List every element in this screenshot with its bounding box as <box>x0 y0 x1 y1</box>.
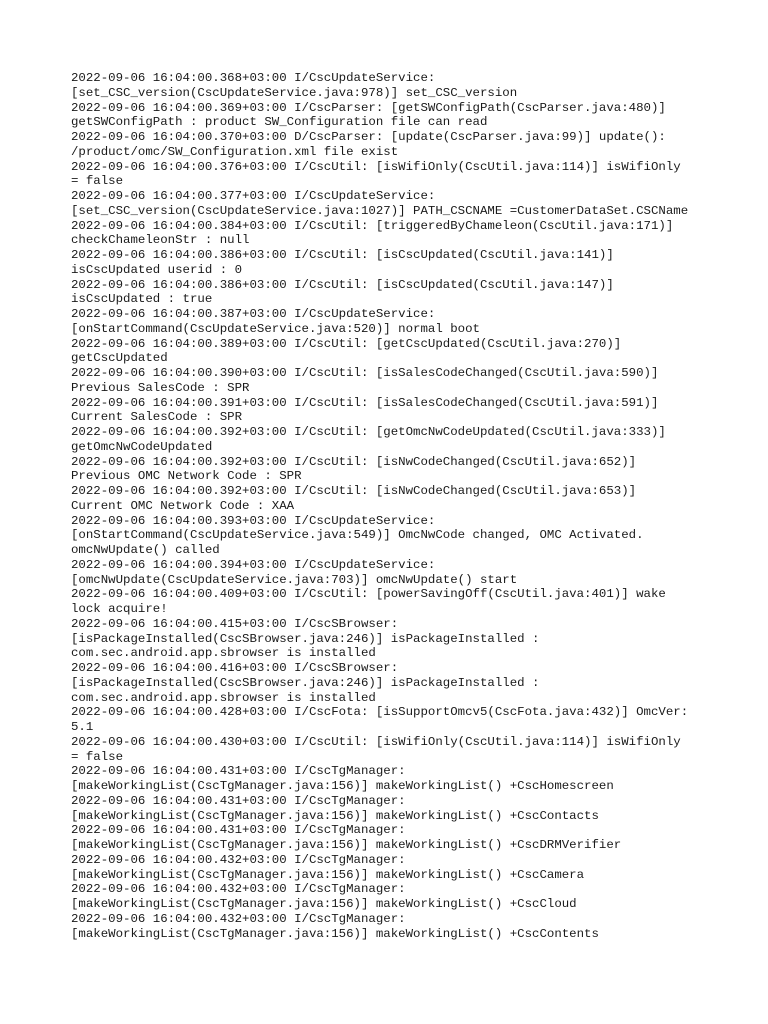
log-line: 2022-09-06 16:04:00.392+03:00 I/CscUtil: [getOmcNwCodeUpdated(CscUtil.java:333)] <box>71 425 666 439</box>
log-line: 2022-09-06 16:04:00.392+03:00 I/CscUtil: [isNwCodeChanged(CscUtil.java:653)] <box>71 484 637 498</box>
log-line: getOmcNwCodeUpdated <box>71 439 213 454</box>
log-line: 2022-09-06 16:04:00.369+03:00 I/CscParser: [getSWConfigPath(CscParser.java:480)] <box>71 100 666 115</box>
log-line: lock acquire! <box>71 602 168 616</box>
log-line: 2022-09-06 16:04:00.430+03:00 I/CscUtil: [isWifiOnly(CscUtil.java:114)] isWifiOnly <box>71 734 681 749</box>
log-line: 2022-09-06 16:04:00.376+03:00 I/CscUtil: [isWifiOnly(CscUtil.java:114)] isWifiOnly <box>71 159 681 174</box>
log-line: Previous SalesCode : SPR <box>71 380 250 395</box>
log-line: [makeWorkingList(CscTgManager.java:156)] makeWorkingList() +CscDRMVerifier <box>71 838 622 852</box>
log-line: com.sec.android.app.sbrowser is installed <box>71 690 376 705</box>
log-line: isCscUpdated : true <box>71 292 213 307</box>
log-line: 2022-09-06 16:04:00.415+03:00 I/CscSBrowser: <box>71 616 399 631</box>
log-line: Current OMC Network Code : XAA <box>71 498 295 513</box>
log-line: 2022-09-06 16:04:00.416+03:00 I/CscSBrowser: <box>71 661 399 675</box>
log-line: omcNwUpdate() called <box>71 543 220 557</box>
log-line: 2022-09-06 16:04:00.392+03:00 I/CscUtil: [isNwCodeChanged(CscUtil.java:652)] <box>71 454 637 469</box>
log-line: [isPackageInstalled(CscSBrowser.java:246)] isPackageInstalled : <box>71 631 540 646</box>
log-line: 2022-09-06 16:04:00.432+03:00 I/CscTgManager: <box>71 911 406 926</box>
log-line: isCscUpdated userid : 0 <box>71 262 243 277</box>
log-line: getCscUpdated <box>71 351 168 366</box>
log-line: [makeWorkingList(CscTgManager.java:156)] makeWorkingList() +CscCamera <box>71 867 585 882</box>
log-line: [onStartCommand(CscUpdateService.java:520)] normal boot <box>71 321 480 336</box>
log-line: 2022-09-06 16:04:00.377+03:00 I/CscUpdateService: <box>71 189 436 203</box>
log-line: getSWConfigPath : product SW_Configuration file can read <box>71 115 488 130</box>
log-line: 2022-09-06 16:04:00.386+03:00 I/CscUtil: [isCscUpdated(CscUtil.java:141)] <box>71 248 614 262</box>
log-line: 2022-09-06 16:04:00.389+03:00 I/CscUtil: [getCscUpdated(CscUtil.java:270)] <box>71 336 622 351</box>
log-line: [omcNwUpdate(CscUpdateService.java:703)] omcNwUpdate() start <box>71 572 518 587</box>
log-line: [makeWorkingList(CscTgManager.java:156)] makeWorkingList() +CscHomescreen <box>71 779 614 793</box>
log-line: [set_CSC_version(CscUpdateService.java:1027)] PATH_CSCNAME =CustomerDataSet.CSCName <box>71 203 689 218</box>
log-line: checkChameleonStr : null <box>71 233 250 248</box>
log-line: [set_CSC_version(CscUpdateService.java:978)] set_CSC_version <box>71 85 518 100</box>
log-line: 2022-09-06 16:04:00.386+03:00 I/CscUtil: [isCscUpdated(CscUtil.java:147)] <box>71 277 614 292</box>
log-line: 2022-09-06 16:04:00.384+03:00 I/CscUtil: [triggeredByChameleon(CscUtil.java:171)] <box>71 218 674 233</box>
log-line: [makeWorkingList(CscTgManager.java:156)] makeWorkingList() +CscContacts <box>71 808 599 823</box>
log-line: 5.1 <box>71 720 94 734</box>
log-line: 2022-09-06 16:04:00.370+03:00 D/CscParser: [update(CscParser.java:99)] update(): <box>71 130 666 144</box>
log-line: [isPackageInstalled(CscSBrowser.java:246)] isPackageInstalled : <box>71 675 540 690</box>
log-line: 2022-09-06 16:04:00.428+03:00 I/CscFota: [isSupportOmcv5(CscFota.java:432)] OmcVer: <box>71 705 689 720</box>
log-text <box>71 71 711 941</box>
log-line: Current SalesCode : SPR <box>71 410 243 425</box>
log-line: 2022-09-06 16:04:00.390+03:00 I/CscUtil: [isSalesCodeChanged(CscUtil.java:590)] <box>71 366 659 380</box>
log-line: 2022-09-06 16:04:00.391+03:00 I/CscUtil: [isSalesCodeChanged(CscUtil.java:591)] <box>71 395 659 410</box>
log-line: 2022-09-06 16:04:00.431+03:00 I/CscTgManager: <box>71 823 406 838</box>
log-line: 2022-09-06 16:04:00.368+03:00 I/CscUpdateService: <box>71 71 436 85</box>
log-line: = false <box>71 174 124 189</box>
log-line: 2022-09-06 16:04:00.409+03:00 I/CscUtil: [powerSavingOff(CscUtil.java:401)] wake <box>71 587 666 602</box>
log-line: [makeWorkingList(CscTgManager.java:156)] makeWorkingList() +CscContents <box>71 926 599 941</box>
log-line: 2022-09-06 16:04:00.432+03:00 I/CscTgManager: <box>71 882 406 897</box>
log-line: [makeWorkingList(CscTgManager.java:156)] makeWorkingList() +CscCloud <box>71 897 577 911</box>
log-line: 2022-09-06 16:04:00.431+03:00 I/CscTgManager: <box>71 793 406 808</box>
log-line: 2022-09-06 16:04:00.393+03:00 I/CscUpdateService: <box>71 513 436 528</box>
log-line: Previous OMC Network Code : SPR <box>71 469 302 484</box>
log-line: 2022-09-06 16:04:00.432+03:00 I/CscTgManager: <box>71 852 406 867</box>
log-line: 2022-09-06 16:04:00.431+03:00 I/CscTgManager: <box>71 764 406 779</box>
log-line: 2022-09-06 16:04:00.394+03:00 I/CscUpdateService: <box>71 557 436 572</box>
log-line: /product/omc/SW_Configuration.xml file exist <box>71 144 399 159</box>
log-line: [onStartCommand(CscUpdateService.java:549)] OmcNwCode changed, OMC Activated. <box>71 528 644 543</box>
log-line: 2022-09-06 16:04:00.387+03:00 I/CscUpdateService: <box>71 307 436 321</box>
log-line: com.sec.android.app.sbrowser is installed <box>71 646 376 661</box>
log-line: = false <box>71 749 124 764</box>
